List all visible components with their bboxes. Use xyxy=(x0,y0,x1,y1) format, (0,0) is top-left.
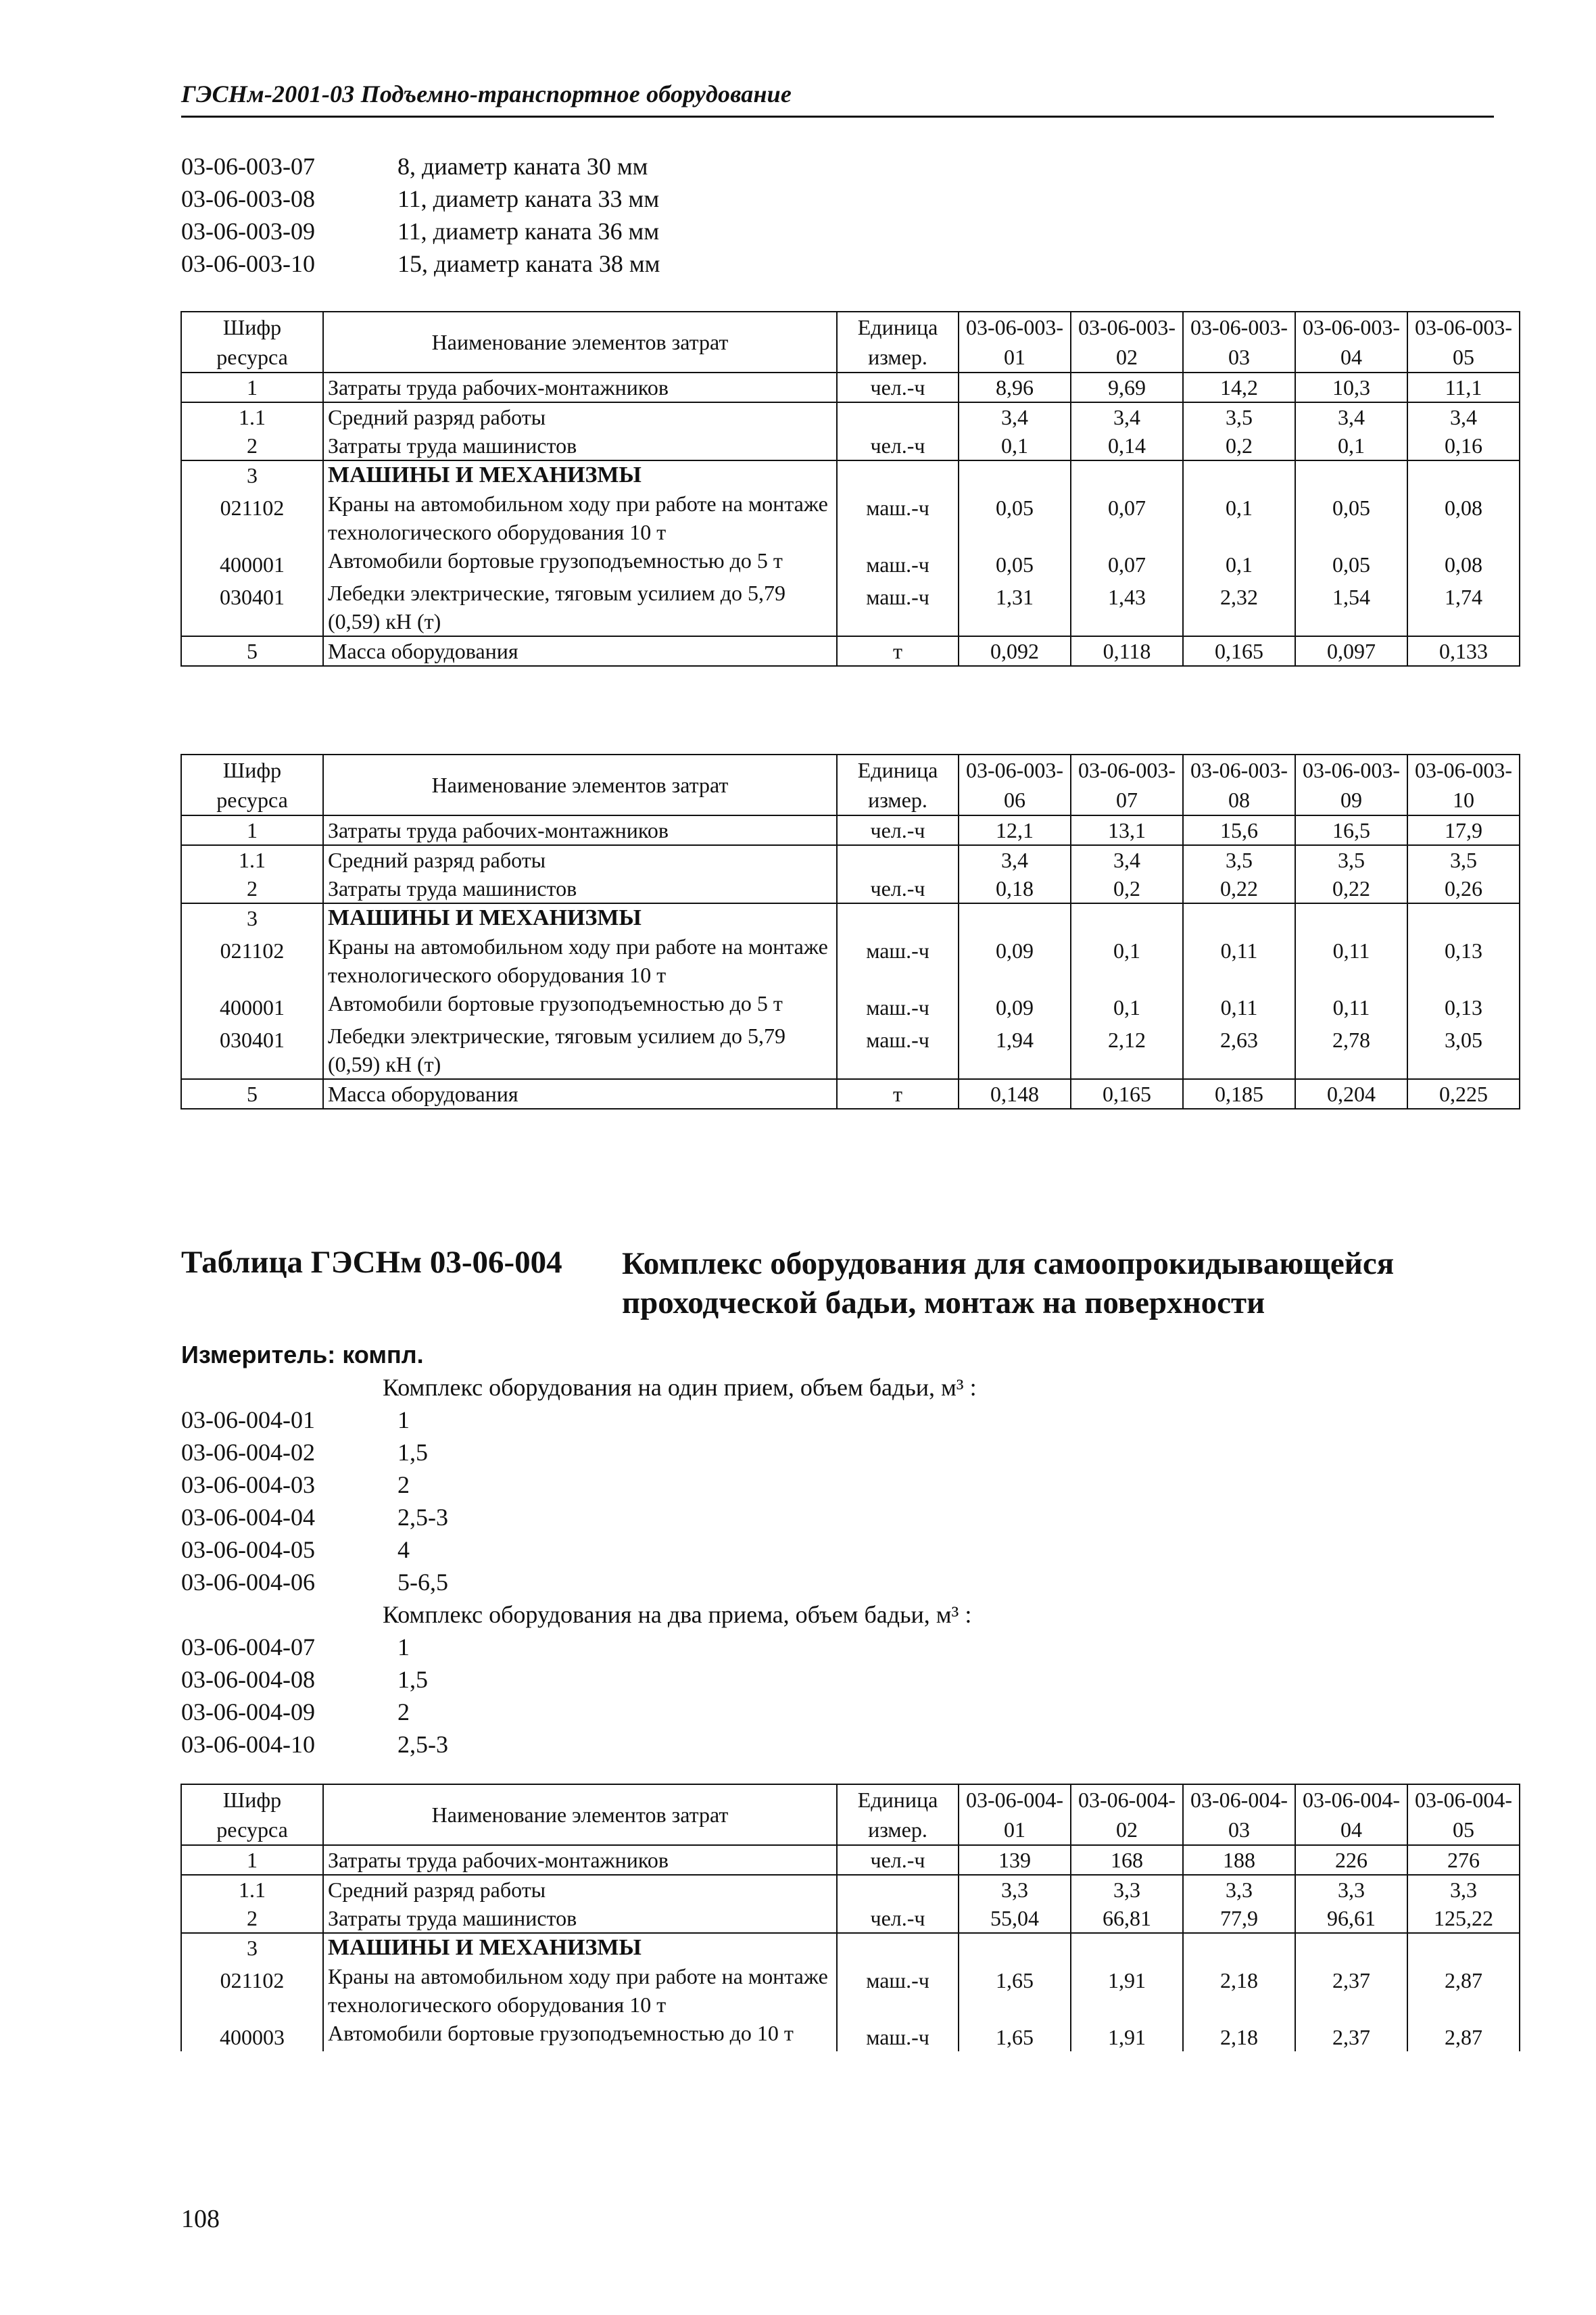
header-code: Шифр ресурса xyxy=(181,1784,323,1845)
table-cell: 0,1 xyxy=(1071,932,1183,989)
table-cell: 3,4 xyxy=(1407,402,1520,431)
table-cell: 9,69 xyxy=(1071,373,1183,402)
table-cell xyxy=(837,402,959,431)
table-cell: Масса оборудования xyxy=(323,1079,837,1109)
table-cell: маш.-ч xyxy=(837,1022,959,1079)
table-cell: 5 xyxy=(181,1079,323,1109)
table-row xyxy=(181,1962,1520,2019)
list-item xyxy=(181,1631,977,1663)
list-item xyxy=(181,1663,977,1696)
section-name: Комплекс оборудования для самоопрокидывающейся проходческой бадьи, монтаж на поверхности xyxy=(622,1246,1395,1320)
table-cell: чел.-ч xyxy=(837,431,959,460)
table-row xyxy=(181,373,1520,402)
item-code: 03-06-004-09 xyxy=(181,1698,315,1725)
table-cell: 0,1 xyxy=(1071,989,1183,1022)
table-cell: 021102 xyxy=(181,1962,323,2019)
table-cell: 0,11 xyxy=(1295,932,1407,989)
table-cell: 3,05 xyxy=(1407,1022,1520,1079)
header-col: 03-06-003-10 xyxy=(1407,755,1520,815)
item-code: 03-06-004-06 xyxy=(181,1569,315,1596)
table-cell: Автомобили бортовые грузоподъемностью до 5 т xyxy=(323,989,837,1022)
table-cell xyxy=(837,460,959,490)
table-cell: 0,11 xyxy=(1295,989,1407,1022)
table-cell xyxy=(1071,903,1183,932)
group-heading: Комплекс оборудования на один прием, объем бадьи, м³ : xyxy=(383,1374,977,1401)
table-cell: 125,22 xyxy=(1407,1904,1520,1933)
table-row xyxy=(181,636,1520,666)
table-cell: 1,54 xyxy=(1295,579,1407,636)
list-item xyxy=(181,215,660,247)
table-cell: Затраты труда рабочих-монтажников xyxy=(323,1845,837,1875)
table-cell: 0,092 xyxy=(959,636,1071,666)
table-cell: 030401 xyxy=(181,579,323,636)
table-cell: 1.1 xyxy=(181,1875,323,1904)
table-cell xyxy=(1407,903,1520,932)
table-cell: 021102 xyxy=(181,932,323,989)
table-cell: Краны на автомобильном ходу при работе на монтаже технологического оборудования 10 т xyxy=(323,490,837,546)
table-cell: 0,26 xyxy=(1407,874,1520,903)
table-cell: 1,43 xyxy=(1071,579,1183,636)
header-name: Наименование элементов затрат xyxy=(323,312,837,373)
table-cell xyxy=(1183,1933,1295,1962)
table-cell: 2,37 xyxy=(1295,2019,1407,2051)
table-cell: 14,2 xyxy=(1183,373,1295,402)
table-cell: Средний разряд работы xyxy=(323,845,837,874)
table-cell: 3,5 xyxy=(1183,402,1295,431)
header-unit: Единица измер. xyxy=(837,1784,959,1845)
header-rule xyxy=(181,116,1494,118)
list-item xyxy=(181,1469,977,1501)
table-cell: 0,18 xyxy=(959,874,1071,903)
table-cell xyxy=(837,1875,959,1904)
table-cell: маш.-ч xyxy=(837,1962,959,2019)
table-cell: 3,3 xyxy=(1407,1875,1520,1904)
item-value: 4 xyxy=(397,1536,410,1563)
table-row xyxy=(181,431,1520,460)
table-cell xyxy=(959,460,1071,490)
table-cell: чел.-ч xyxy=(837,1904,959,1933)
table-cell: маш.-ч xyxy=(837,579,959,636)
section-title: Таблица ГЭСНм 03-06-004 xyxy=(181,1245,562,1280)
table-cell: 2 xyxy=(181,874,323,903)
table-cell: 0,22 xyxy=(1295,874,1407,903)
table-cell: Затраты труда машинистов xyxy=(323,874,837,903)
table-cell: 3,5 xyxy=(1183,845,1295,874)
table-cell: 2,78 xyxy=(1295,1022,1407,1079)
item-value: 5-6,5 xyxy=(397,1569,448,1596)
resource-table-a xyxy=(180,311,1520,667)
table-cell xyxy=(1183,460,1295,490)
table-cell: 1,65 xyxy=(959,2019,1071,2051)
table-cell: 1,91 xyxy=(1071,2019,1183,2051)
table-cell: 0,1 xyxy=(1183,490,1295,546)
table-cell: маш.-ч xyxy=(837,932,959,989)
header-col: 03-06-003-02 xyxy=(1071,312,1183,373)
table-cell: МАШИНЫ И МЕХАНИЗМЫ xyxy=(323,460,837,490)
item-value: 1 xyxy=(397,1406,410,1433)
table-cell: 0,11 xyxy=(1183,932,1295,989)
table-cell: Затраты труда рабочих-монтажников xyxy=(323,815,837,845)
meter-line xyxy=(181,1341,424,1369)
item-code: 03-06-003-08 xyxy=(181,185,315,212)
item-value: 2 xyxy=(397,1471,410,1498)
table-cell: чел.-ч xyxy=(837,1845,959,1875)
table-cell: 16,5 xyxy=(1295,815,1407,845)
table-cell: 3,4 xyxy=(1071,845,1183,874)
header-col: 03-06-003-01 xyxy=(959,312,1071,373)
table-cell: 168 xyxy=(1071,1845,1183,1875)
meter-label: Измеритель: xyxy=(181,1341,336,1368)
table-cell: 2,87 xyxy=(1407,1962,1520,2019)
table-cell: 1,65 xyxy=(959,1962,1071,2019)
table-cell: 276 xyxy=(1407,1845,1520,1875)
table-row xyxy=(181,490,1520,546)
list-item xyxy=(181,247,660,280)
table-cell: 0,165 xyxy=(1183,636,1295,666)
table-cell: 0,05 xyxy=(959,546,1071,579)
list-item xyxy=(181,1501,977,1533)
table-cell: 3,4 xyxy=(1295,402,1407,431)
table-cell: Масса оборудования xyxy=(323,636,837,666)
table-cell: 226 xyxy=(1295,1845,1407,1875)
list-item xyxy=(181,1696,977,1728)
table-cell: маш.-ч xyxy=(837,546,959,579)
table-cell: Лебедки электрические, тяговым усилием до 5,79 (0,59) кН (т) xyxy=(323,579,837,636)
table-cell: 77,9 xyxy=(1183,1904,1295,1933)
table-cell xyxy=(1183,903,1295,932)
table-row xyxy=(181,460,1520,490)
table-cell: 400001 xyxy=(181,546,323,579)
table-cell: 55,04 xyxy=(959,1904,1071,1933)
table-cell: 8,96 xyxy=(959,373,1071,402)
table-cell: 3,4 xyxy=(1071,402,1183,431)
table-cell: 188 xyxy=(1183,1845,1295,1875)
table-cell: 0,09 xyxy=(959,932,1071,989)
table-cell: 1 xyxy=(181,815,323,845)
table-cell: 0,07 xyxy=(1071,546,1183,579)
table-cell: 13,1 xyxy=(1071,815,1183,845)
table-cell: Автомобили бортовые грузоподъемностью до 10 т xyxy=(323,2019,837,2051)
table-cell: 3,4 xyxy=(959,845,1071,874)
table-cell: маш.-ч xyxy=(837,2019,959,2051)
table-cell: 0,11 xyxy=(1183,989,1295,1022)
table-cell: 12,1 xyxy=(959,815,1071,845)
table-cell: 0,14 xyxy=(1071,431,1183,460)
header-col: 03-06-003-06 xyxy=(959,755,1071,815)
table-cell: 2,12 xyxy=(1071,1022,1183,1079)
table-cell: 0,097 xyxy=(1295,636,1407,666)
table-cell: 2,63 xyxy=(1183,1022,1295,1079)
table-cell: 0,1 xyxy=(1183,546,1295,579)
table-cell xyxy=(837,845,959,874)
table-cell xyxy=(1071,460,1183,490)
table-cell: 0,185 xyxy=(1183,1079,1295,1109)
table-header-row xyxy=(181,312,1520,373)
table-row xyxy=(181,2019,1520,2051)
header-code: Шифр ресурса xyxy=(181,312,323,373)
table-cell xyxy=(837,1933,959,1962)
table-cell: чел.-ч xyxy=(837,874,959,903)
table-cell: Средний разряд работы xyxy=(323,402,837,431)
table-cell: МАШИНЫ И МЕХАНИЗМЫ xyxy=(323,1933,837,1962)
table-cell xyxy=(1407,1933,1520,1962)
table-cell: 0,08 xyxy=(1407,546,1520,579)
item-code: 03-06-004-10 xyxy=(181,1731,315,1758)
header-col: 03-06-004-03 xyxy=(1183,1784,1295,1845)
header-name: Наименование элементов затрат xyxy=(323,755,837,815)
item-code: 03-06-004-02 xyxy=(181,1439,315,1466)
list-item xyxy=(181,1436,977,1469)
header-col: 03-06-003-03 xyxy=(1183,312,1295,373)
table-cell: 66,81 xyxy=(1071,1904,1183,1933)
item-code: 03-06-004-07 xyxy=(181,1633,315,1661)
header-unit: Единица измер. xyxy=(837,755,959,815)
table-cell: 10,3 xyxy=(1295,373,1407,402)
table-cell: 1,74 xyxy=(1407,579,1520,636)
table-cell: 0,05 xyxy=(1295,490,1407,546)
table-row xyxy=(181,1933,1520,1962)
table-cell: 3,5 xyxy=(1295,845,1407,874)
table-row xyxy=(181,1845,1520,1875)
table-cell: 0,2 xyxy=(1183,431,1295,460)
table-cell: 0,225 xyxy=(1407,1079,1520,1109)
table-cell: 1,31 xyxy=(959,579,1071,636)
table-cell: 0,118 xyxy=(1071,636,1183,666)
table-header-row xyxy=(181,1784,1520,1845)
item-value: 1,5 xyxy=(397,1439,428,1466)
header-col: 03-06-003-08 xyxy=(1183,755,1295,815)
table-cell: 400003 xyxy=(181,2019,323,2051)
table-cell: Затраты труда машинистов xyxy=(323,431,837,460)
table-cell: Затраты труда рабочих-монтажников xyxy=(323,373,837,402)
table-cell: т xyxy=(837,636,959,666)
table-cell: 2,18 xyxy=(1183,2019,1295,2051)
list-item xyxy=(181,1566,977,1598)
table-cell: 0,165 xyxy=(1071,1079,1183,1109)
item-code: 03-06-004-04 xyxy=(181,1504,315,1531)
table-row xyxy=(181,1022,1520,1079)
header-col: 03-06-003-09 xyxy=(1295,755,1407,815)
table-cell: 3,3 xyxy=(1295,1875,1407,1904)
table-cell: 3,3 xyxy=(959,1875,1071,1904)
table-cell: 3 xyxy=(181,1933,323,1962)
table-cell: 1 xyxy=(181,1845,323,1875)
header-name: Наименование элементов затрат xyxy=(323,1784,837,1845)
table-cell: маш.-ч xyxy=(837,989,959,1022)
table-row xyxy=(181,1904,1520,1933)
header-col: 03-06-004-04 xyxy=(1295,1784,1407,1845)
table-cell: 3,3 xyxy=(1183,1875,1295,1904)
table-cell: 0,08 xyxy=(1407,490,1520,546)
table-cell: 2,87 xyxy=(1407,2019,1520,2051)
table-cell: Средний разряд работы xyxy=(323,1875,837,1904)
table-row xyxy=(181,546,1520,579)
item-value: 1 xyxy=(397,1633,410,1661)
table-cell: 0,1 xyxy=(959,431,1071,460)
header-code: Шифр ресурса xyxy=(181,755,323,815)
header-col: 03-06-003-07 xyxy=(1071,755,1183,815)
running-header: ГЭСНм-2001-03 Подъемно-транспортное оборудование xyxy=(181,80,792,108)
header-col: 03-06-004-05 xyxy=(1407,1784,1520,1845)
table-cell: 0,2 xyxy=(1071,874,1183,903)
table-cell: Краны на автомобильном ходу при работе на монтаже технологического оборудования 10 т xyxy=(323,1962,837,2019)
list-item xyxy=(181,1404,977,1436)
table-cell: 11,1 xyxy=(1407,373,1520,402)
table-cell: 0,133 xyxy=(1407,636,1520,666)
item-value: 11, диаметр каната 33 мм xyxy=(397,185,660,212)
table-cell: 0,09 xyxy=(959,989,1071,1022)
table-cell: 1,94 xyxy=(959,1022,1071,1079)
table-cell: 15,6 xyxy=(1183,815,1295,845)
table-cell: 2,37 xyxy=(1295,1962,1407,2019)
list-item xyxy=(181,150,660,183)
table-cell: 0,204 xyxy=(1295,1079,1407,1109)
group-heading: Комплекс оборудования на два приема, объем бадьи, м³ : xyxy=(383,1601,972,1628)
item-code: 03-06-004-08 xyxy=(181,1666,315,1693)
table-cell: Автомобили бортовые грузоподъемностью до 5 т xyxy=(323,546,837,579)
table-row xyxy=(181,903,1520,932)
item-value: 8, диаметр каната 30 мм xyxy=(397,153,648,180)
item-value: 2,5-3 xyxy=(397,1731,448,1758)
item-code: 03-06-003-10 xyxy=(181,250,315,277)
item-code: 03-06-004-03 xyxy=(181,1471,315,1498)
table-row xyxy=(181,1875,1520,1904)
table-cell: 5 xyxy=(181,636,323,666)
table-row xyxy=(181,402,1520,431)
table-cell: 96,61 xyxy=(1295,1904,1407,1933)
table-cell: 0,16 xyxy=(1407,431,1520,460)
table-cell: чел.-ч xyxy=(837,373,959,402)
table-cell: 1.1 xyxy=(181,845,323,874)
table-cell: 1.1 xyxy=(181,402,323,431)
table-cell: 17,9 xyxy=(1407,815,1520,845)
list-item xyxy=(181,183,660,215)
table-cell: 3,5 xyxy=(1407,845,1520,874)
table-row xyxy=(181,932,1520,989)
table-cell: 1,91 xyxy=(1071,1962,1183,2019)
item-value: 2,5-3 xyxy=(397,1504,448,1531)
table-cell: 3,4 xyxy=(959,402,1071,431)
header-col: 03-06-004-01 xyxy=(959,1784,1071,1845)
item-value: 2 xyxy=(397,1698,410,1725)
table-cell: Краны на автомобильном ходу при работе на монтаже технологического оборудования 10 т xyxy=(323,932,837,989)
table-row xyxy=(181,874,1520,903)
item-code: 03-06-003-09 xyxy=(181,218,315,245)
table-cell: маш.-ч xyxy=(837,490,959,546)
table-cell: 3 xyxy=(181,460,323,490)
meter-value: компл. xyxy=(342,1341,424,1368)
table-cell: 0,1 xyxy=(1295,431,1407,460)
table-cell: 2,32 xyxy=(1183,579,1295,636)
table-cell: 2 xyxy=(181,431,323,460)
table-row xyxy=(181,989,1520,1022)
item-code: 03-06-004-01 xyxy=(181,1406,315,1433)
table-cell: т xyxy=(837,1079,959,1109)
table-cell: 139 xyxy=(959,1845,1071,1875)
table-row xyxy=(181,1079,1520,1109)
item-value: 11, диаметр каната 36 мм xyxy=(397,218,660,245)
table-cell: 2 xyxy=(181,1904,323,1933)
table-cell: 1 xyxy=(181,373,323,402)
table-cell: 400001 xyxy=(181,989,323,1022)
list-item xyxy=(181,1728,977,1761)
table-cell xyxy=(837,903,959,932)
table-cell xyxy=(959,1933,1071,1962)
list-item xyxy=(181,1533,977,1566)
table-row xyxy=(181,579,1520,636)
table-cell: 0,22 xyxy=(1183,874,1295,903)
table-cell: 3,3 xyxy=(1071,1875,1183,1904)
table-row xyxy=(181,815,1520,845)
resource-table-c xyxy=(180,1784,1520,2051)
section-items-list xyxy=(181,1371,977,1761)
table-cell: МАШИНЫ И МЕХАНИЗМЫ xyxy=(323,903,837,932)
header-col: 03-06-004-02 xyxy=(1071,1784,1183,1845)
table-cell xyxy=(1295,460,1407,490)
table-cell: 0,07 xyxy=(1071,490,1183,546)
table-cell: 0,13 xyxy=(1407,989,1520,1022)
table-cell: 3 xyxy=(181,903,323,932)
table-cell xyxy=(1295,903,1407,932)
table-cell xyxy=(959,903,1071,932)
table-cell xyxy=(1407,460,1520,490)
item-value: 1,5 xyxy=(397,1666,428,1693)
header-unit: Единица измер. xyxy=(837,312,959,373)
page-number: 108 xyxy=(181,2205,220,2233)
table-row xyxy=(181,845,1520,874)
header-col: 03-06-003-05 xyxy=(1407,312,1520,373)
table-cell: 0,05 xyxy=(959,490,1071,546)
prev-items-list xyxy=(181,150,660,280)
table-cell: 0,148 xyxy=(959,1079,1071,1109)
table-cell xyxy=(1295,1933,1407,1962)
table-cell: 0,05 xyxy=(1295,546,1407,579)
item-value: 15, диаметр каната 38 мм xyxy=(397,250,660,277)
item-code: 03-06-004-05 xyxy=(181,1536,315,1563)
table-cell: 2,18 xyxy=(1183,1962,1295,2019)
item-code: 03-06-003-07 xyxy=(181,153,315,180)
resource-table-b xyxy=(180,754,1520,1109)
table-cell: 030401 xyxy=(181,1022,323,1079)
table-cell: 021102 xyxy=(181,490,323,546)
table-cell: Лебедки электрические, тяговым усилием до 5,79 (0,59) кН (т) xyxy=(323,1022,837,1079)
table-cell: Затраты труда машинистов xyxy=(323,1904,837,1933)
table-cell xyxy=(1071,1933,1183,1962)
table-cell: 0,13 xyxy=(1407,932,1520,989)
table-header-row xyxy=(181,755,1520,815)
table-cell: чел.-ч xyxy=(837,815,959,845)
header-col: 03-06-003-04 xyxy=(1295,312,1407,373)
